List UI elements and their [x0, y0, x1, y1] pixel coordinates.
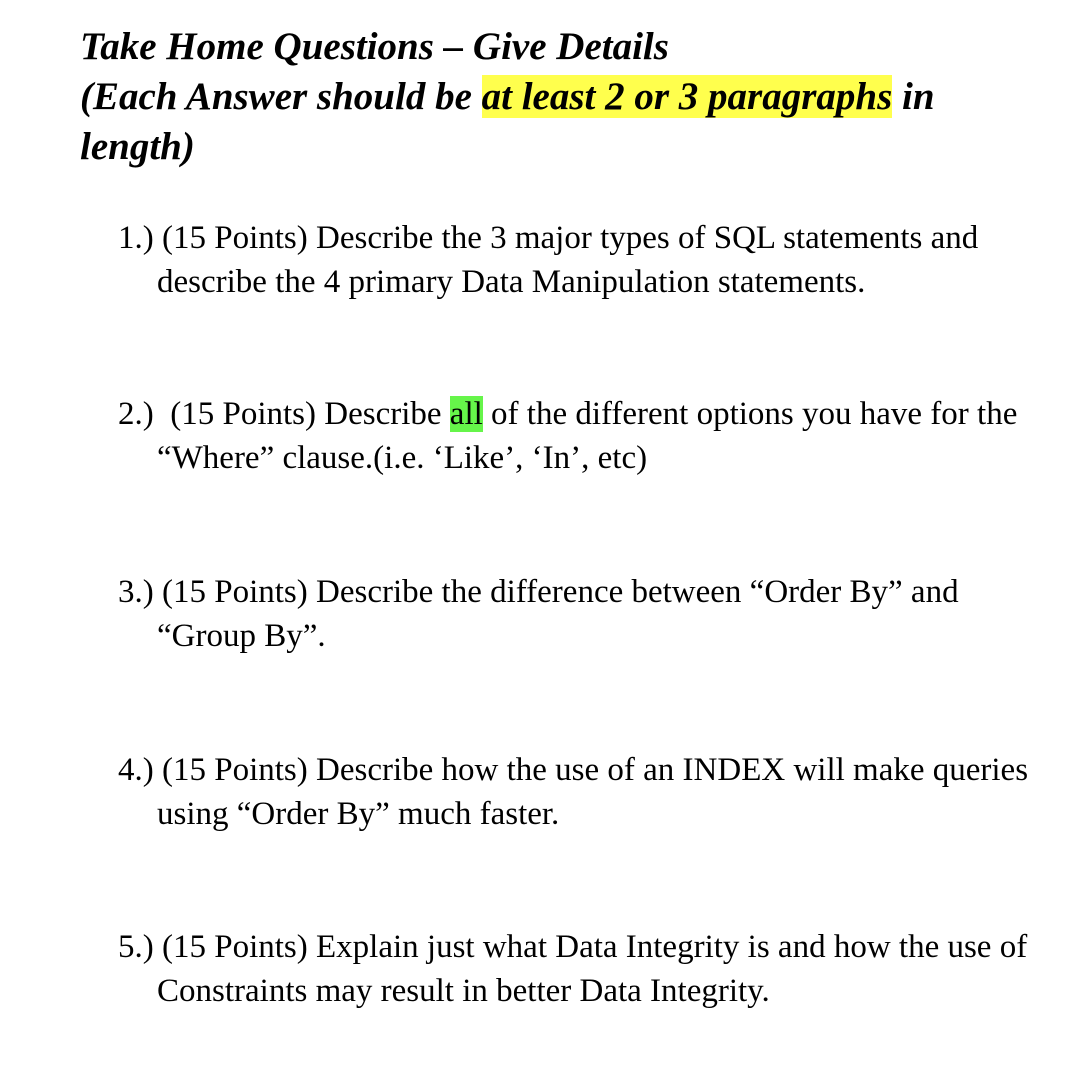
question-5-points: (15 Points): [162, 929, 308, 965]
question-2-highlight: all: [449, 396, 483, 432]
question-1-points: (15 Points): [162, 220, 308, 256]
question-1-text: Describe the 3 major types of SQL statements and describe the 4 primary Data Manipulation statements.: [157, 220, 979, 300]
question-5-number: 5.): [118, 929, 154, 965]
question-2-points: (15 Points): [170, 396, 317, 432]
question-3: [118, 570, 1057, 658]
heading-instruction-post: in length): [80, 75, 935, 168]
question-1: [118, 216, 1057, 304]
question-2-number: 2.): [118, 396, 154, 432]
question-2: [118, 392, 1057, 480]
heading-instruction-pre: (Each Answer should be: [80, 75, 482, 118]
heading-title: Take Home Questions – Give Details: [80, 25, 669, 68]
question-5: [118, 925, 1057, 1013]
document-heading: [80, 22, 1040, 172]
question-3-text: Describe the difference between “Order By” and “Group By”.: [157, 574, 959, 654]
question-4-number: 4.): [118, 752, 154, 788]
heading-instruction-highlight: at least 2 or 3 paragraphs: [481, 75, 893, 118]
question-4: [118, 748, 1057, 836]
question-2-text-pre: Describe: [324, 396, 450, 432]
question-4-text: Describe how the use of an INDEX will make queries using “Order By” much faster.: [157, 752, 1029, 832]
question-3-points: (15 Points): [162, 574, 308, 610]
question-5-text: Explain just what Data Integrity is and how the use of Constraints may result in better Data Integrity.: [157, 929, 1028, 1009]
question-4-points: (15 Points): [162, 752, 308, 788]
question-1-number: 1.): [118, 220, 154, 256]
question-2-text-post: of the different options you have for the “Where” clause.(i.e. ‘Like’, ‘In’, etc): [157, 396, 1018, 476]
question-3-number: 3.): [118, 574, 154, 610]
